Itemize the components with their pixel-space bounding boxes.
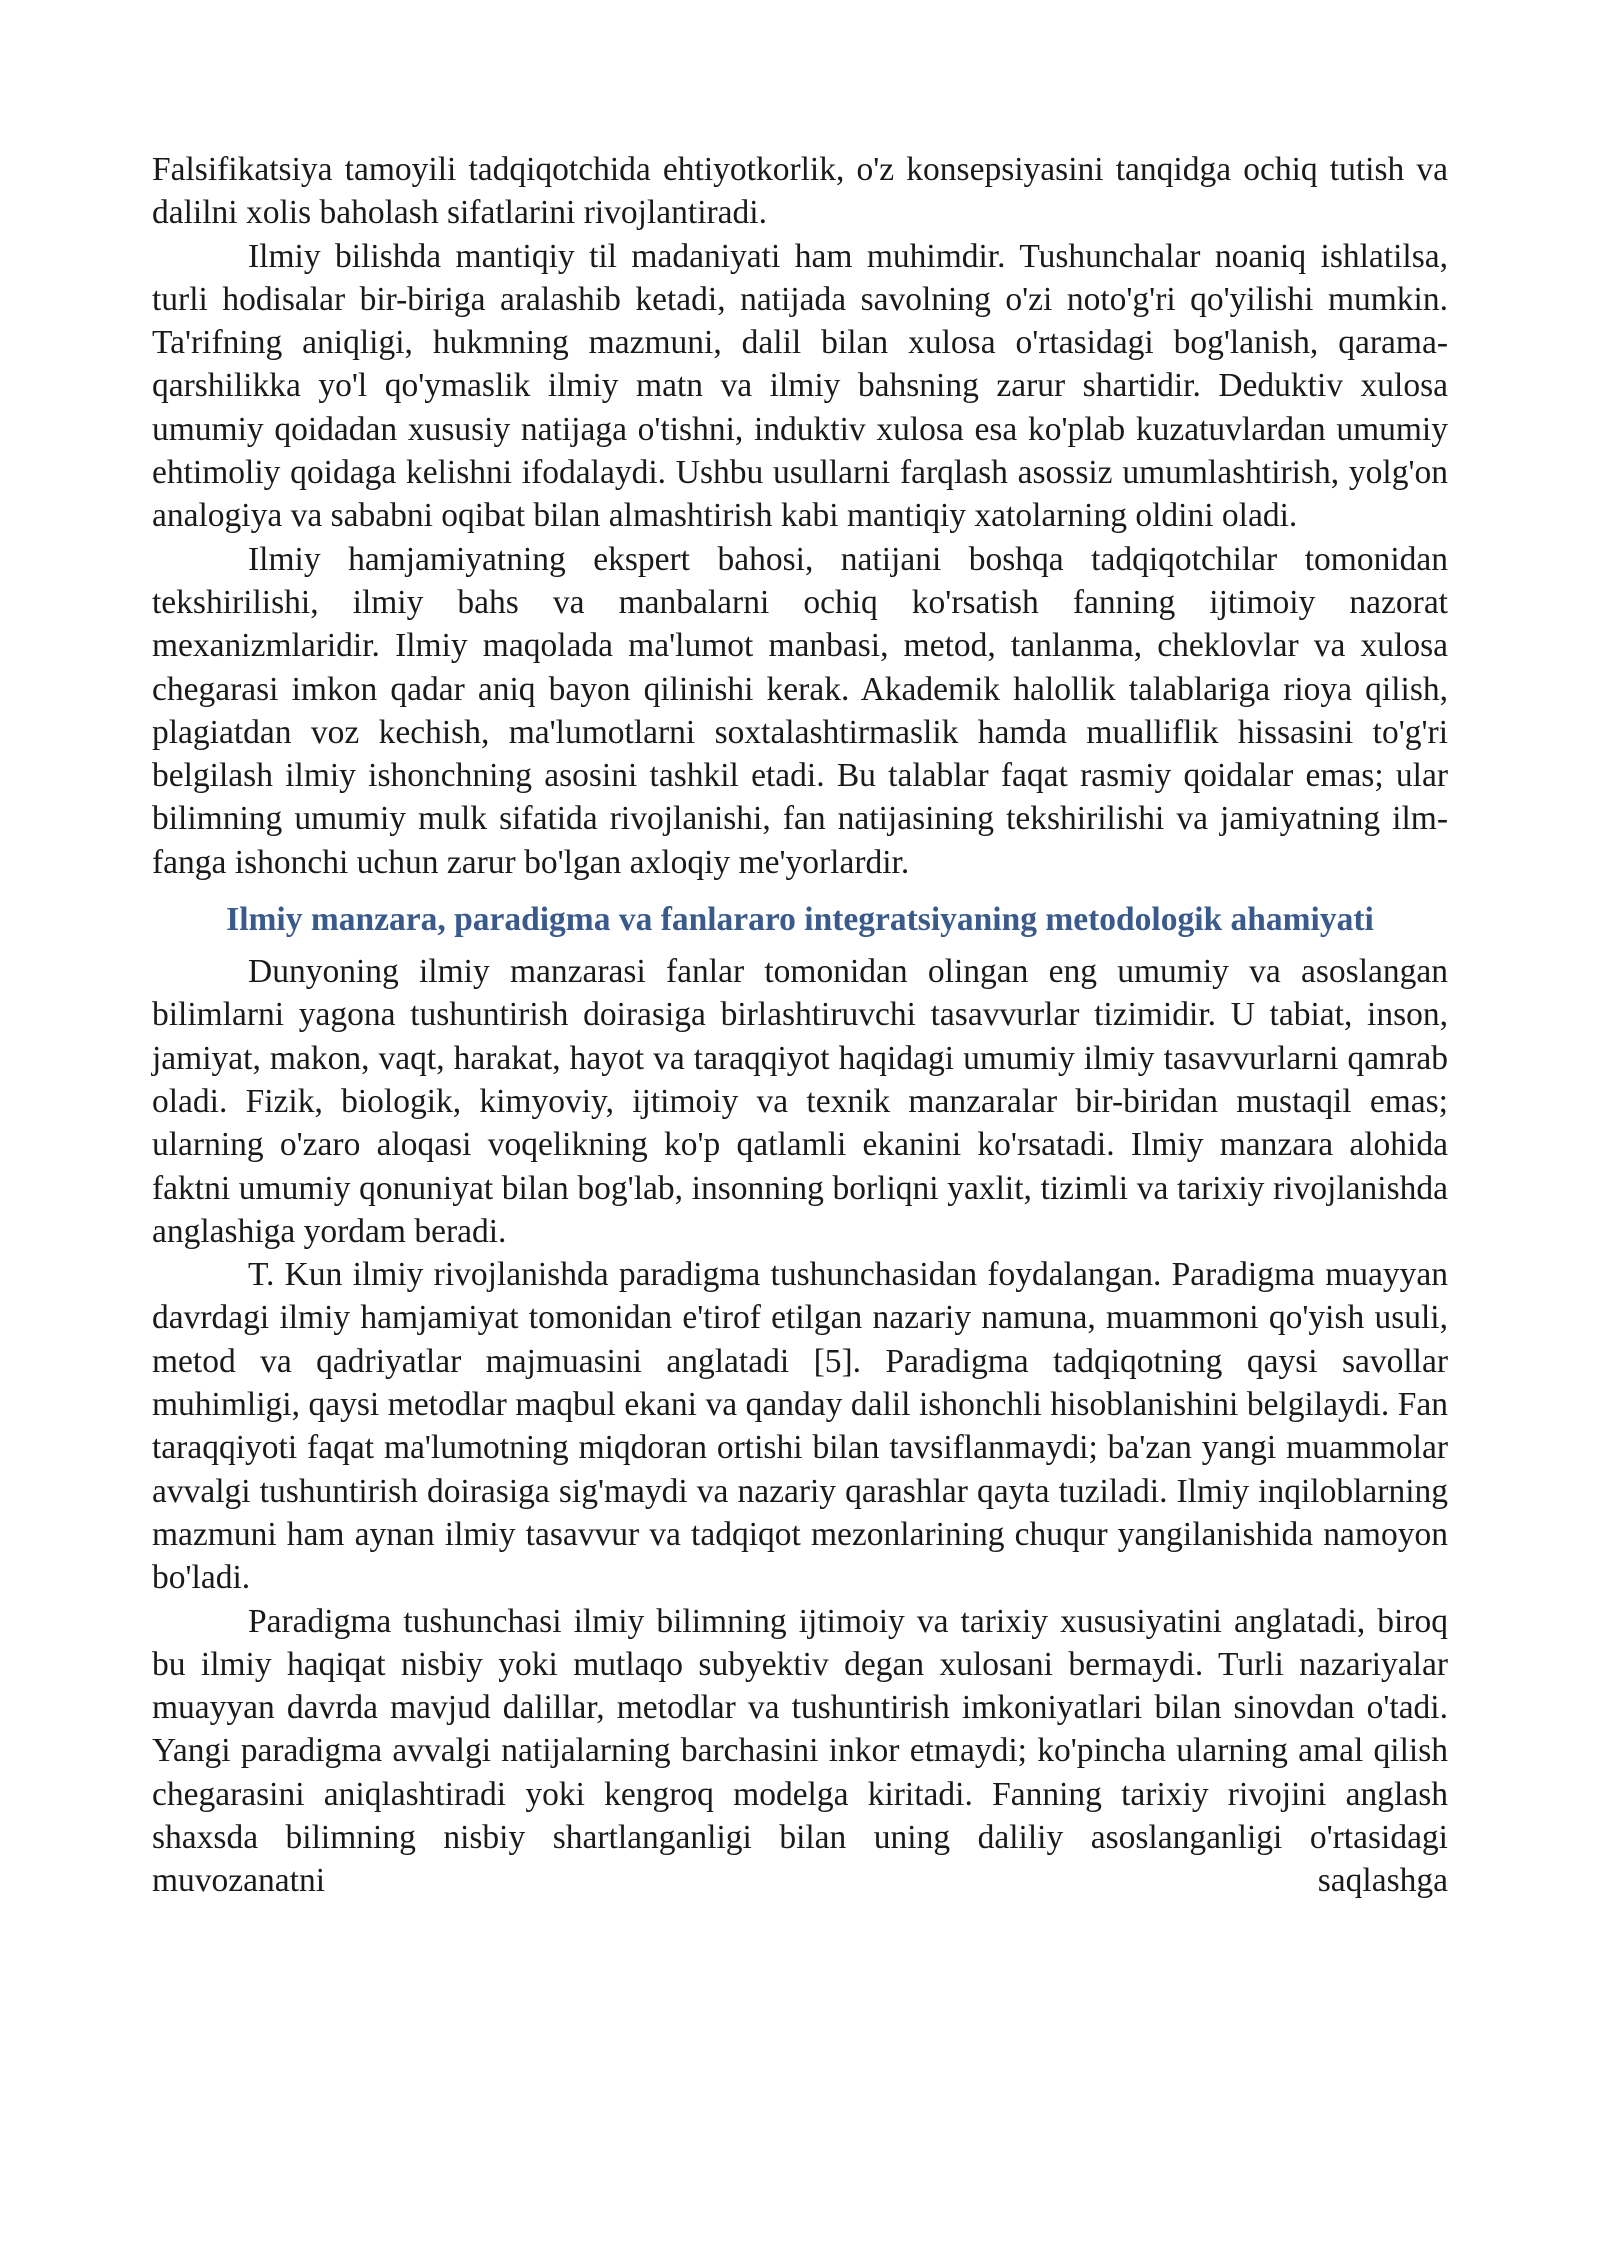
paragraph-kuhn-paradigm: T. Kun ilmiy rivojlanishda paradigma tushunchasidan foydalangan. Paradigma muayyan davrdagi ilmiy hamjamiyat tomonidan e'tirof etilgan nazariy namuna, muammoni qo'yish usuli, metod va qadriyatlar majmuasini anglatadi [5]. Paradigma tadqiqotning qaysi savollar muhimligi, qaysi metodlar maqbul ekani va qanday dalil ishonchli hisoblanishini belgilaydi. Fan taraqqiyoti faqat ma'lumotning miqdoran ortishi bilan tavsiflanmaydi; ba'zan yangi muammolar avvalgi tushuntirish doirasiga sig'maydi va nazariy qarashlar qayta tuziladi. Ilmiy inqiloblarning mazmuni ham aynan ilmiy tasavvur va tadqiqot mezonlarining chuqur yangilanishida namoyon bo'ladi.: [152, 1256, 1448, 1597]
section-heading: Ilmiy manzara, paradigma va fanlararo integratsiyaning metodologik ahamiyati: [226, 901, 1374, 939]
document-page: [152, 148, 1448, 1903]
paragraph-scientific-picture: Dunyoning ilmiy manzarasi fanlar tomonidan olingan eng umumiy va asoslangan bilimlarni yagona tushuntirish doirasiga birlashtiruvchi tasavvurlar tizimidir. U tabiat, inson, jamiyat, makon, vaqt, harakat, hayot va taraqqiyot haqidagi umumiy ilmiy tasavvurlarni qamrab oladi. Fizik, biologik, kimyoviy, ijtimoiy va texnik manzaralar bir-biridan mustaqil emas; ularning o'zaro aloqasi voqelikning ko'p qatlamli ekanini ko'rsatadi. Ilmiy manzara alohida faktni umumiy qonuniyat bilan bog'lab, insonning borliqni yaxlit, tizimli va tarixiy rivojlanishda anglashiga yordam beradi.: [152, 953, 1448, 1250]
paragraph-paradigm-concept: Paradigma tushunchasi ilmiy bilimning ijtimoiy va tarixiy xususiyatini anglatadi, biroq bu ilmiy haqiqat nisbiy yoki mutlaqo subyektiv degan xulosani bermaydi. Turli nazariyalar muayyan davrda mavjud dalillar, metodlar va tushuntirish imkoniyatlari bilan sinovdan o'tadi. Yangi paradigma avvalgi natijalarning barchasini inkor etmaydi; ko'pincha ularning amal qilish chegarasini aniqlashtiradi yoki kengroq modelga kiritadi. Fanning tarixiy rivojini anglash shaxsda bilimning nisbiy shartlanganligi bilan uning daliliy asoslanganligi o'rtasidagi muvozanatni saqlashga: [152, 1602, 1448, 1900]
paragraph-logical-language: Ilmiy bilishda mantiqiy til madaniyati ham muhimdir. Tushunchalar noaniq ishlatilsa, turli hodisalar bir-biriga aralashib ketadi, natijada savolning o'zi noto'g'ri qo'yilishi mumkin. Ta'rifning aniqligi, hukmning mazmuni, dalil bilan xulosa o'rtasidagi bog'lanish, qarama-qarshilikka yo'l qo'ymaslik ilmiy matn va ilmiy bahsning zarur shartidir. Deduktiv xulosa umumiy qoidadan xususiy natijaga o'tishni, induktiv xulosa esa ko'plab kuzatuvlardan umumiy ehtimoliy qoidaga kelishni ifodalaydi. Ushbu usullarni farqlash asossiz umumlashtirish, yolg'on analogiya va sababni oqibat bilan almashtirish kabi mantiqiy xatolarning oldini oladi.: [152, 237, 1448, 535]
paragraph-falsification: Falsifikatsiya tamoyili tadqiqotchida ehtiyotkorlik, o'z konsepsiyasini tanqidga ochiq tutish va dalilni xolis baholash sifatlarini rivojlantiradi.: [152, 151, 1448, 232]
paragraph-scientific-community: Ilmiy hamjamiyatning ekspert bahosi, natijani boshqa tadqiqotchilar tomonidan tekshirilishi, ilmiy bahs va manbalarni ochiq ko'rsatish fanning ijtimoiy nazorat mexanizmlaridir. Ilmiy maqolada ma'lumot manbasi, metod, tanlanma, cheklovlar va xulosa chegarasi imkon qadar aniq bayon qilinishi kerak. Akademik halollik talablariga rioya qilish, plagiatdan voz kechish, ma'lumotlarni soxtalashtirmaslik hamda mualliflik hissasini to'g'ri belgilash ilmiy ishonchning asosini tashkil etadi. Bu talablar faqat rasmiy qoidalar emas; ular bilimning umumiy mulk sifatida rivojlanishi, fan natijasining tekshirilishi va jamiyatning ilm-fanga ishonchi uchun zarur bo'lgan axloqiy me'yorlardir.: [152, 540, 1448, 881]
